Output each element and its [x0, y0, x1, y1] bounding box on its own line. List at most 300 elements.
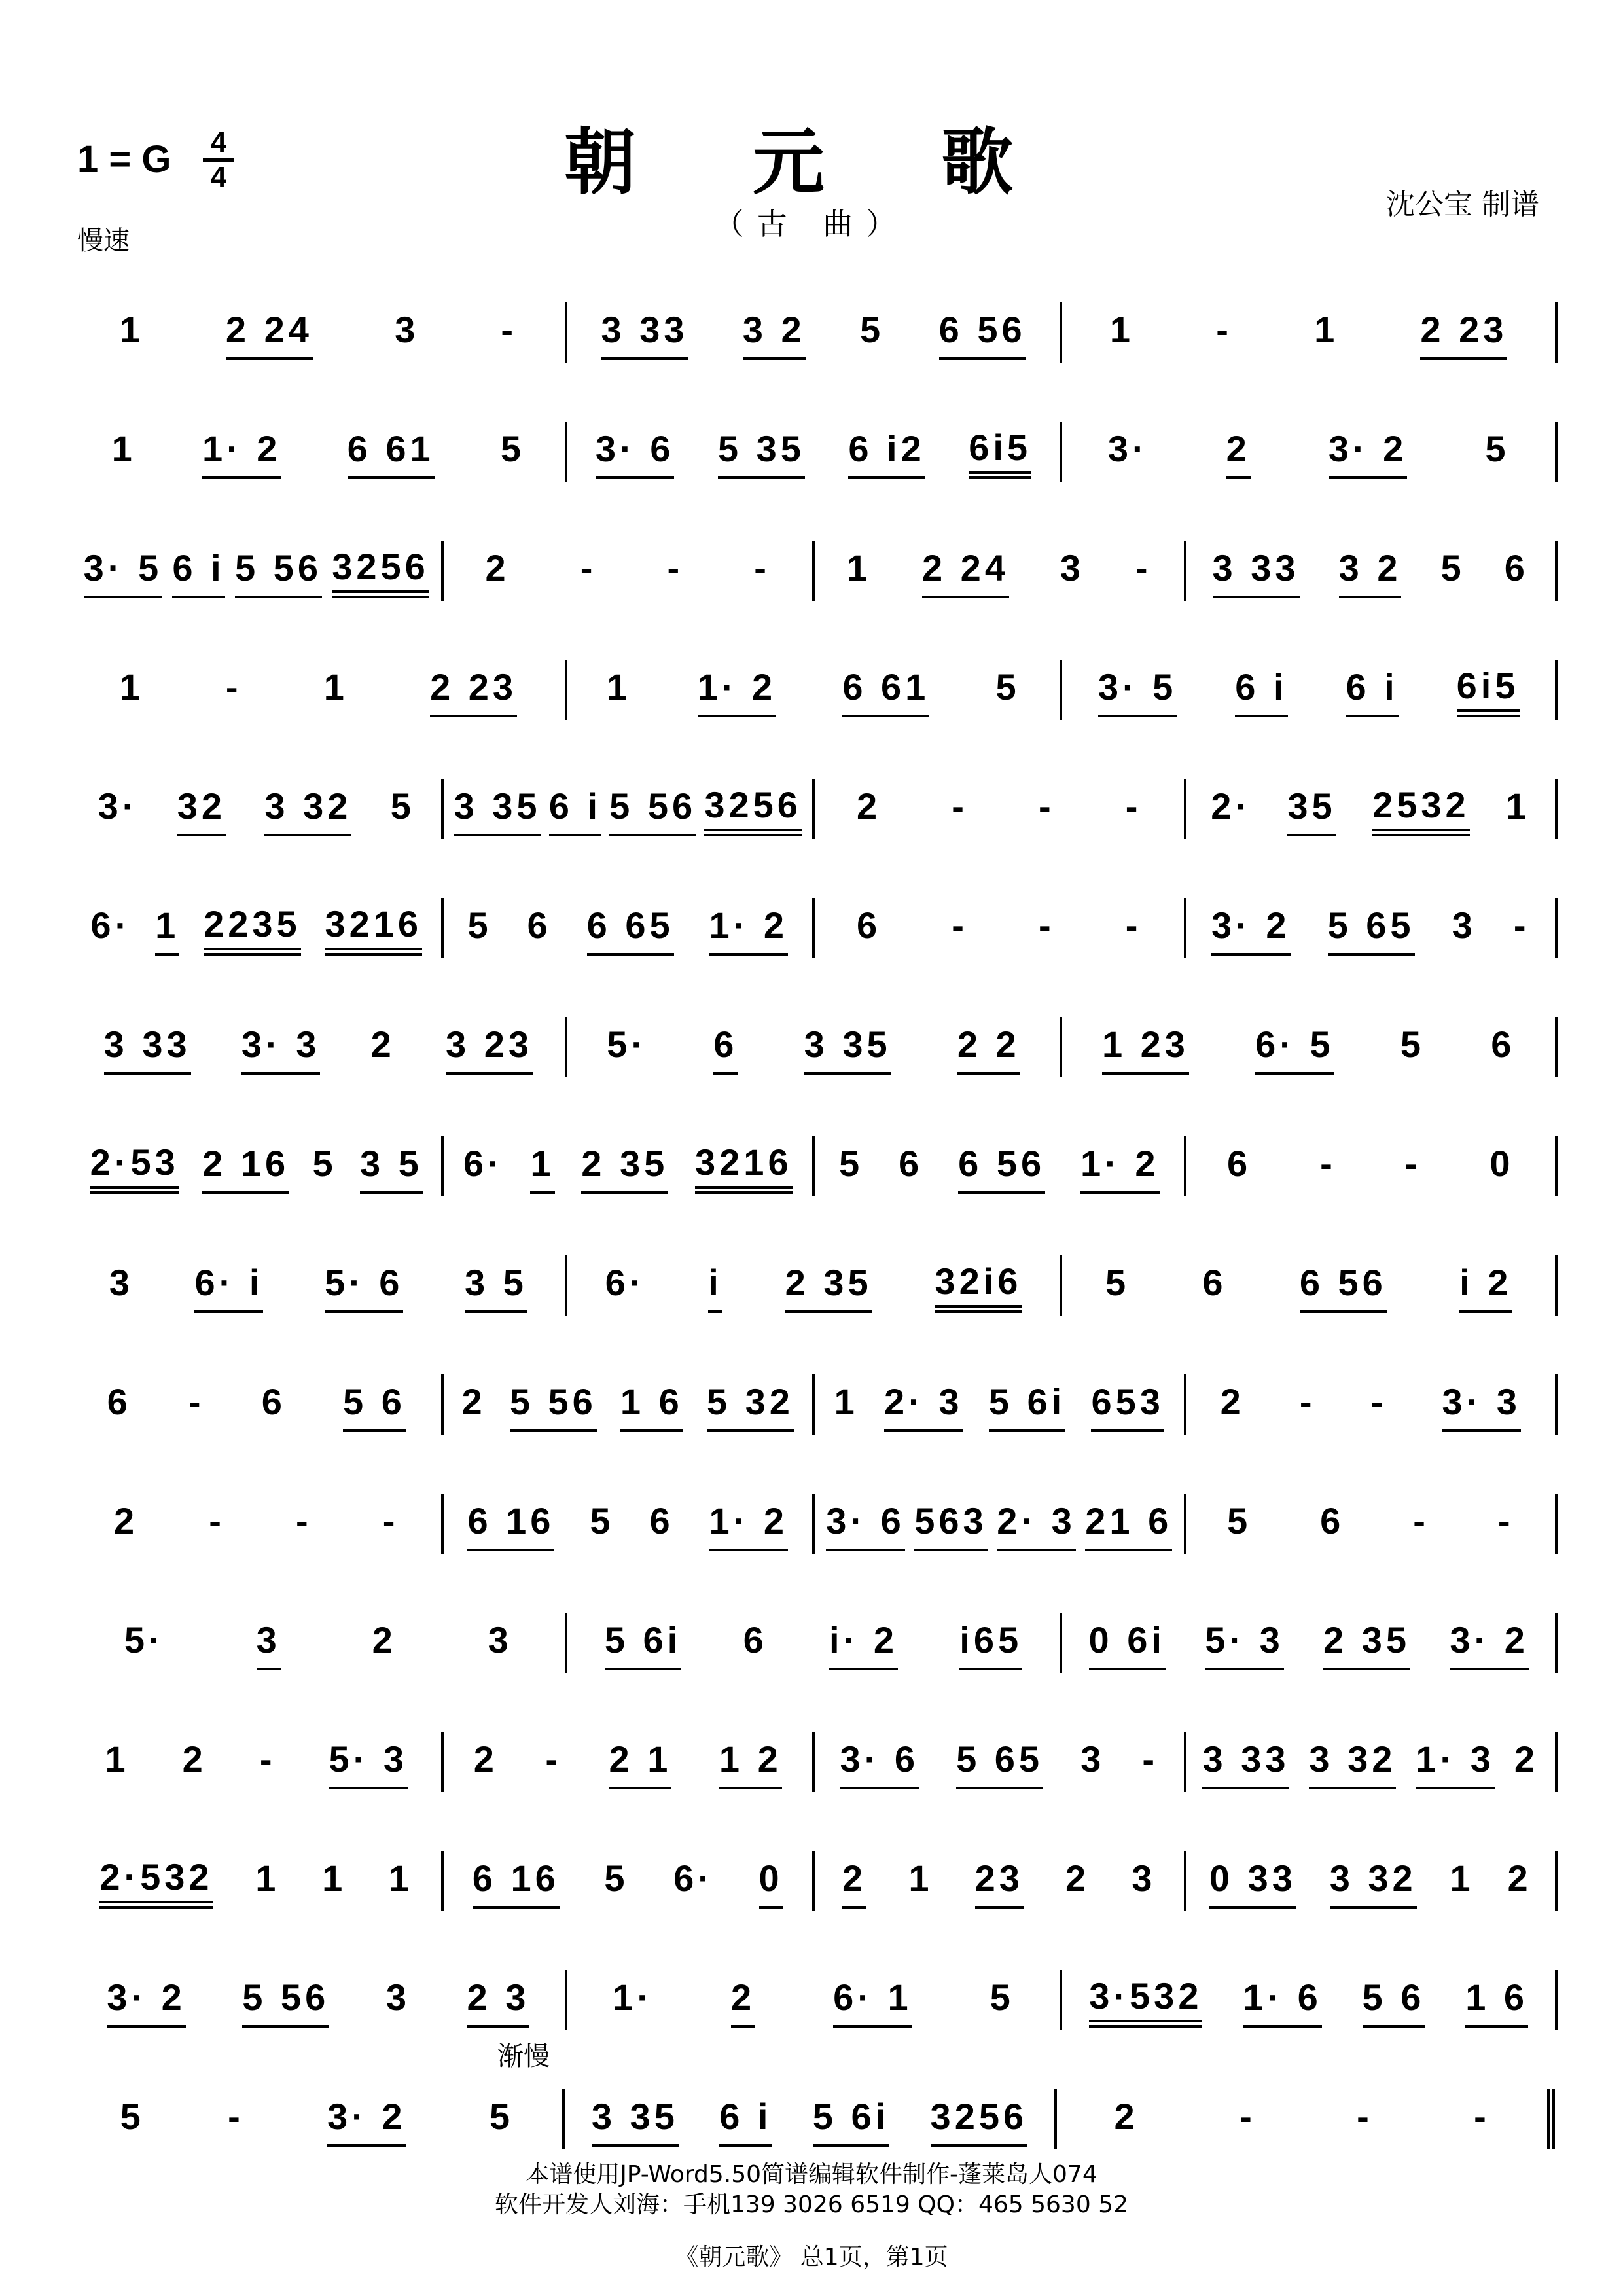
note-group: 6 — [261, 1381, 286, 1422]
note-group: 1 — [119, 666, 144, 708]
note-group: 6 — [857, 905, 882, 946]
note-group: 3 — [1452, 905, 1476, 946]
barline — [1555, 302, 1558, 363]
note-group: 2 35 — [581, 1143, 668, 1194]
note-group: 6 — [527, 905, 552, 946]
measure — [567, 666, 1060, 717]
note-group: 32i6 — [935, 1261, 1022, 1313]
time-signature-bottom: 4 — [210, 161, 227, 193]
note-group: 3· 2 — [1450, 1619, 1529, 1670]
note-group: 6 — [107, 1381, 132, 1422]
note-group: 6 61 — [842, 666, 929, 717]
note-group: 6 16 — [467, 1500, 554, 1551]
score-line — [72, 1354, 1558, 1432]
note-group: - — [1404, 1143, 1421, 1184]
final-barline — [1547, 2089, 1558, 2149]
note-group: 3 — [257, 1619, 281, 1670]
note-group: 1 — [846, 547, 872, 588]
score-line — [72, 401, 1558, 479]
measure — [815, 1143, 1184, 1194]
note-group: 6 56 — [1300, 1262, 1387, 1313]
note-group: 1· 2 — [202, 428, 281, 479]
note-group: 5 — [1400, 1024, 1425, 1065]
note-group: 6 i — [172, 547, 224, 598]
measure — [72, 1500, 441, 1551]
measure — [815, 1381, 1184, 1432]
barline — [1555, 1017, 1558, 1077]
note-group: - — [545, 1738, 562, 1780]
score-line — [72, 1473, 1558, 1551]
note-group: - — [1474, 2096, 1490, 2137]
note-group: 3 33 — [104, 1024, 191, 1075]
note-group: 2 — [473, 1738, 498, 1780]
key-signature: 1 = G — [77, 138, 171, 181]
note-group: 0 — [759, 1857, 783, 1909]
software-credit — [0, 2160, 1623, 2220]
barline — [1555, 1136, 1558, 1196]
measure — [815, 1857, 1184, 1909]
note-group: 1 6 — [1465, 1977, 1528, 2028]
note-group: 2532 — [1372, 784, 1470, 836]
note-group: - — [1497, 1500, 1514, 1541]
score-line — [72, 2068, 1558, 2147]
note-group: 5 — [489, 2096, 514, 2137]
note-group: 5 65 — [1328, 905, 1415, 956]
note-group: - — [754, 547, 770, 588]
note-group: 3 33 — [1202, 1738, 1289, 1789]
measure — [815, 905, 1184, 956]
note-group: 5 6i — [989, 1381, 1065, 1432]
note-group: 2·532 — [99, 1856, 213, 1909]
note-group: 2 — [857, 785, 882, 827]
note-group: 2 2 — [957, 1024, 1020, 1075]
page-title: 朝 元 歌 — [563, 120, 1060, 204]
note-group: 3 5 — [360, 1143, 423, 1194]
note-group: 2 — [842, 1857, 866, 1909]
note-group: 6 — [743, 1619, 768, 1660]
note-group: 6 56 — [939, 309, 1026, 360]
barline — [1555, 1851, 1558, 1911]
note-group: 2 — [1507, 1857, 1532, 1899]
measure — [567, 309, 1060, 360]
note-group: 1 — [105, 1738, 130, 1780]
note-group: - — [209, 1500, 225, 1541]
note-group: 6 — [1504, 547, 1529, 588]
score-line — [72, 1830, 1558, 1909]
note-group: 1 — [834, 1381, 859, 1422]
note-group: 1 — [119, 309, 144, 350]
note-group: 1 — [255, 1857, 280, 1899]
score-line — [72, 520, 1558, 598]
note-group: 3 33 — [601, 309, 688, 360]
note-group: 2· 3 — [884, 1381, 963, 1432]
note-group: 2235 — [204, 903, 301, 956]
note-group: 3 5 — [465, 1262, 527, 1313]
note-group: 2 — [1226, 428, 1251, 479]
measure — [72, 1856, 441, 1909]
note-group: 6 i — [719, 2096, 772, 2147]
note-group: 2·53 — [90, 1141, 179, 1194]
score-line — [72, 877, 1558, 956]
note-group: 1 — [530, 1143, 554, 1194]
note-group: 5· — [124, 1619, 165, 1660]
note-group: 1· 6 — [1243, 1977, 1322, 2028]
note-group: - — [1513, 905, 1530, 946]
measure — [567, 427, 1060, 479]
note-group: 6· i — [194, 1262, 263, 1313]
measure — [72, 666, 565, 717]
measure — [444, 547, 813, 598]
note-group: 3 2 — [743, 309, 806, 360]
note-group: 5 — [1485, 428, 1510, 469]
note-group: - — [1125, 785, 1142, 827]
note-group: 2 23 — [1420, 309, 1507, 360]
measure — [72, 1262, 565, 1313]
note-group: - — [1216, 309, 1232, 350]
note-group: 3 33 — [1213, 547, 1300, 598]
measure — [1062, 1619, 1555, 1670]
note-group: 2 — [731, 1977, 755, 2028]
note-group: 1 6 — [620, 1381, 683, 1432]
note-group: 3· 3 — [1442, 1381, 1521, 1432]
note-group: 1 — [388, 1857, 414, 1899]
note-group: 6 56 — [958, 1143, 1045, 1194]
note-group: - — [1039, 905, 1055, 946]
time-signature-top: 4 — [210, 126, 227, 158]
note-group: 6 16 — [473, 1857, 560, 1909]
measure — [72, 785, 441, 836]
note-group: 2 — [114, 1500, 139, 1541]
note-group: 1 — [1109, 309, 1135, 350]
measure — [1062, 309, 1555, 360]
barline — [1555, 1494, 1558, 1554]
note-group: - — [952, 785, 968, 827]
barline — [1555, 660, 1558, 720]
note-group: 1· 2 — [709, 1500, 789, 1551]
note-group: 1 23 — [1102, 1024, 1189, 1075]
page-subtitle: （古 曲） — [713, 206, 910, 242]
note-group: 5 6i — [605, 1619, 681, 1670]
note-group: - — [259, 1738, 276, 1780]
note-group: 6i5 — [1457, 665, 1520, 717]
score-line — [72, 1711, 1558, 1789]
measure — [1186, 1381, 1556, 1432]
note-group: 3 32 — [1309, 1738, 1396, 1789]
note-group: 3 35 — [454, 785, 541, 836]
note-group: 2 23 — [430, 666, 517, 717]
note-group: 5 — [990, 1977, 1014, 2018]
note-group: i 2 — [1459, 1262, 1512, 1313]
note-group: 1· 2 — [1080, 1143, 1160, 1194]
score-line — [72, 758, 1558, 836]
author-credit: 沈公宝 制谱 — [1386, 188, 1539, 221]
note-group: 5 — [860, 309, 885, 350]
note-group: 3 — [385, 1977, 410, 2018]
measure — [444, 1381, 813, 1432]
measure — [72, 428, 565, 479]
note-group: 653 — [1091, 1381, 1164, 1432]
note-group: 5 — [1226, 1500, 1252, 1541]
measure — [72, 309, 565, 360]
note-group: 6· — [463, 1143, 504, 1184]
note-group: 3216 — [695, 1141, 793, 1194]
note-group: - — [1135, 547, 1152, 588]
note-group: 5 32 — [707, 1381, 794, 1432]
note-group: 6i5 — [969, 427, 1031, 479]
measure — [567, 1619, 1060, 1670]
note-group: 35 — [1287, 785, 1336, 836]
measure — [1186, 1738, 1556, 1789]
ritardando-marking: 渐慢 — [497, 2041, 550, 2072]
measure — [72, 1738, 441, 1789]
note-group: 3 23 — [446, 1024, 533, 1075]
measure — [1062, 665, 1555, 717]
note-group: - — [296, 1500, 312, 1541]
note-group: 1· 3 — [1416, 1738, 1495, 1789]
note-group: 6· 1 — [833, 1977, 912, 2028]
measure — [444, 1141, 813, 1194]
note-group: 3· 6 — [596, 428, 675, 479]
note-group: 3 — [395, 309, 419, 350]
note-group: 6 i — [1346, 666, 1398, 717]
note-group: 6 i — [1235, 666, 1287, 717]
score-line — [72, 1115, 1558, 1194]
note-group: 2 — [1114, 2096, 1139, 2137]
measure — [444, 1500, 813, 1551]
note-group: - — [188, 1381, 205, 1422]
note-group: 3·532 — [1089, 1975, 1202, 2028]
score-line — [72, 1592, 1558, 1670]
note-group: 3· 2 — [107, 1977, 186, 2028]
note-group: - — [580, 547, 597, 588]
note-group: 2 — [1514, 1738, 1539, 1780]
note-group: 5 — [312, 1143, 337, 1184]
measure — [72, 1024, 565, 1075]
note-group: 1 — [1506, 785, 1531, 827]
measure — [1062, 428, 1555, 479]
note-group: 3· 2 — [327, 2096, 406, 2147]
measure — [444, 1738, 813, 1789]
note-group: 563 — [914, 1500, 987, 1551]
measure — [1186, 547, 1556, 598]
note-group: 6 — [649, 1500, 674, 1541]
note-group: 6 — [1320, 1500, 1345, 1541]
note-group: 2 35 — [1323, 1619, 1410, 1670]
barline — [1555, 541, 1558, 601]
barline — [1555, 1732, 1558, 1792]
measure — [1062, 1975, 1555, 2028]
note-group: 3 2 — [1339, 547, 1402, 598]
barline — [1555, 1374, 1558, 1435]
measure — [72, 903, 441, 956]
barline — [1555, 422, 1558, 482]
note-group: - — [1357, 2096, 1373, 2137]
note-group: 6· — [673, 1857, 714, 1899]
measure — [1186, 1500, 1556, 1551]
note-group: 23 — [975, 1857, 1024, 1909]
note-group: - — [1320, 1143, 1336, 1184]
measure — [815, 547, 1184, 598]
measure — [567, 1024, 1060, 1075]
measure — [444, 1857, 813, 1909]
note-group: 5 6 — [1363, 1977, 1425, 2028]
note-group: - — [952, 905, 968, 946]
note-group: 3216 — [325, 903, 422, 956]
note-group: 3 — [1132, 1857, 1156, 1899]
note-group: 1 — [908, 1857, 933, 1899]
note-group: 1 — [322, 1857, 347, 1899]
note-group: 5 6 — [343, 1381, 406, 1432]
note-group: 5· — [607, 1024, 648, 1065]
tempo-marking: 慢速 — [77, 226, 130, 256]
note-group: 6· — [90, 905, 132, 946]
measure — [815, 785, 1184, 836]
note-group: 3· 6 — [826, 1500, 905, 1551]
note-group: 5 56 — [609, 785, 696, 836]
note-group: 1· — [613, 1977, 653, 2018]
note-group: 6· — [605, 1262, 646, 1303]
note-group: 5 56 — [235, 547, 322, 598]
note-group: 2 3 — [467, 1977, 530, 2028]
note-group: 5 — [467, 905, 492, 946]
note-group: 3 — [488, 1619, 512, 1660]
measure — [72, 546, 441, 598]
measure — [567, 1977, 1060, 2028]
measure — [567, 1261, 1060, 1313]
score-line — [72, 1234, 1558, 1313]
note-group: 3256 — [931, 2096, 1028, 2147]
note-group: - — [501, 309, 518, 350]
note-group: 2 1 — [609, 1738, 672, 1789]
measure — [72, 1141, 441, 1194]
note-group: 2· — [1211, 785, 1251, 827]
measure — [1186, 1857, 1556, 1909]
score-line — [72, 996, 1558, 1075]
note-group: 2 35 — [785, 1262, 872, 1313]
note-group: 6 61 — [348, 428, 435, 479]
measure — [444, 784, 813, 836]
note-group: 1 — [1314, 309, 1339, 350]
software-credit-line-2: 软件开发人刘海：手机139 3026 6519 QQ：465 5630 52 — [495, 2191, 1128, 2218]
note-group: - — [1240, 2096, 1256, 2137]
note-group: i· 2 — [829, 1619, 898, 1670]
score-line — [72, 1949, 1558, 2028]
measure — [72, 2096, 562, 2147]
note-group: - — [1142, 1738, 1158, 1780]
note-group: 6 i — [549, 785, 601, 836]
measure — [72, 1619, 565, 1670]
measure — [815, 1738, 1184, 1789]
note-group: 1 — [323, 666, 348, 708]
note-group: 6 i2 — [848, 428, 925, 479]
note-group: 2 — [1220, 1381, 1245, 1422]
note-group: - — [667, 547, 684, 588]
note-group: 0 — [1489, 1143, 1514, 1184]
barline — [1555, 1255, 1558, 1316]
score-line — [72, 281, 1558, 360]
note-group: 3· — [98, 785, 139, 827]
barline — [1555, 1970, 1558, 2030]
note-group: 2 — [485, 547, 510, 588]
note-group: 1 — [155, 905, 179, 956]
note-group: 1 — [111, 428, 136, 469]
note-group: - — [1370, 1381, 1387, 1422]
note-group: 5 — [390, 785, 415, 827]
note-group: 5 65 — [956, 1738, 1043, 1789]
note-group: 3· 2 — [1329, 428, 1408, 479]
note-group: 5 — [1105, 1262, 1130, 1303]
measure — [1186, 784, 1556, 836]
note-group: 2 24 — [226, 309, 313, 360]
software-credit-line-1: 本谱使用JP-Word5.50简谱编辑软件制作-蓬莱岛人074 — [526, 2161, 1097, 2188]
note-group: 2 — [372, 1619, 397, 1660]
note-group: 5 56 — [242, 1977, 329, 2028]
note-group: 5 — [120, 2096, 145, 2137]
note-group: 6 — [1226, 1143, 1252, 1184]
note-group: 6 — [1491, 1024, 1516, 1065]
measure — [1062, 1024, 1555, 1075]
note-group: 1 2 — [719, 1738, 782, 1789]
note-group: 5· 3 — [1205, 1619, 1284, 1670]
note-group: 1 — [1450, 1857, 1474, 1899]
note-group: 3· 3 — [241, 1024, 321, 1075]
measure — [1057, 2096, 1547, 2147]
barline — [1555, 1613, 1558, 1673]
note-group: 3· 5 — [84, 547, 163, 598]
note-group: 3· — [1107, 428, 1149, 469]
note-group: 5· 6 — [325, 1262, 404, 1313]
measure — [1186, 1143, 1556, 1194]
note-group: 2 — [1065, 1857, 1090, 1899]
note-group: 3· 2 — [1211, 905, 1291, 956]
note-group: 3 32 — [264, 785, 351, 836]
note-group: 3256 — [332, 546, 429, 598]
note-group: - — [1299, 1381, 1316, 1422]
note-group: 2 — [461, 1381, 486, 1422]
note-group: 5 — [838, 1143, 864, 1184]
note-group: 3256 — [704, 784, 802, 836]
note-group: 2 — [182, 1738, 207, 1780]
note-group: 3· 6 — [840, 1738, 919, 1789]
note-group: 2 — [370, 1024, 395, 1065]
measure — [1186, 905, 1556, 956]
note-group: i65 — [959, 1619, 1022, 1670]
measure — [444, 905, 813, 956]
note-group: 3 35 — [592, 2096, 679, 2147]
note-group: 5 — [995, 666, 1020, 708]
note-group: 3· 5 — [1098, 666, 1177, 717]
note-group: 6 — [899, 1143, 923, 1184]
note-group: 5 35 — [718, 428, 805, 479]
measure — [72, 1381, 441, 1432]
note-group: 2 24 — [922, 547, 1009, 598]
note-group: 1· 2 — [698, 666, 777, 717]
note-group: 3 — [109, 1262, 134, 1303]
barline — [1555, 898, 1558, 958]
note-group: - — [382, 1500, 399, 1541]
note-group: 6 — [1202, 1262, 1227, 1303]
note-group: 1 — [607, 666, 632, 708]
score-line — [72, 639, 1558, 717]
note-group: - — [1413, 1500, 1429, 1541]
note-group: 3 — [1080, 1738, 1105, 1780]
note-group: 6· 5 — [1255, 1024, 1334, 1075]
measure — [565, 2096, 1055, 2147]
note-group: 0 6i — [1089, 1619, 1166, 1670]
note-group: 3 32 — [1330, 1857, 1417, 1909]
note-group: i — [708, 1262, 722, 1313]
note-group: - — [228, 2096, 244, 2137]
